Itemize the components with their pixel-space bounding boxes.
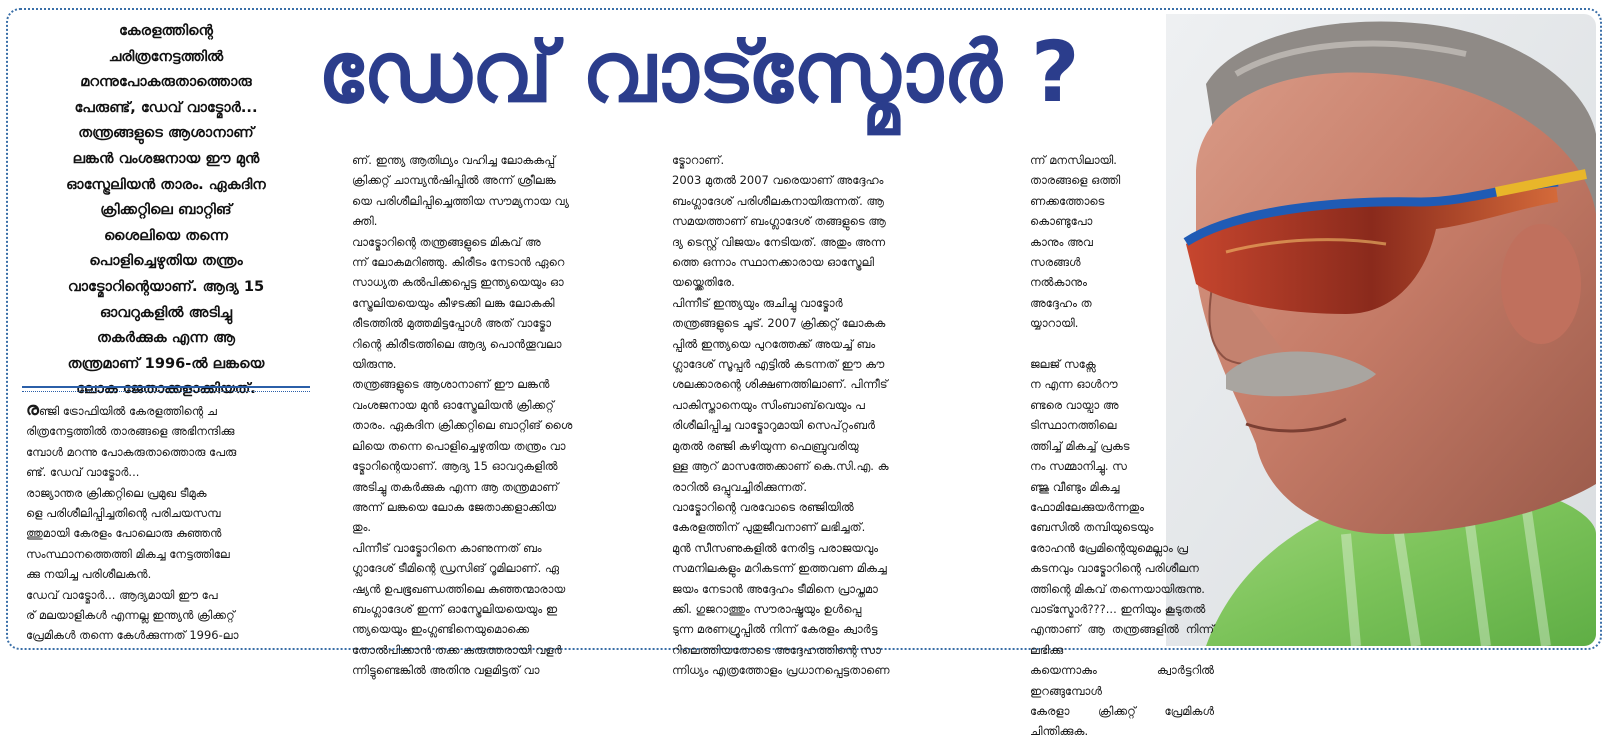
article-column-4: ന്ന് മനസിലായി. താരങ്ങളെ ഒത്തി ണക്കത്തോടെ കൊണ്ടുപോ കാനും അവ സരങ്ങൾ നൽകാനും അദ്ദേഹം ത യ്യാറായി. ജലജ് സക്സേ ന എന്ന ഓൾറൗ ണ്ടരെ വായ്പാ അ ടിസ്ഥാനത്തിലെ ത്തിച്ച് മികച്ച് പ്രകട നം സമ്മാനിച്ചു. സ ഞ്ജു വീണ്ടും മികച്ച ഫോമിലേക്കുയർന്നതും ബേസിൽ തമ്പിയുടെയും രോഹൻ പ്രേമിന്റെയുമെല്ലാം പ്ര കടനവും വാട്മോറിന്റെ പരിശീലന ത്തിന്റെ മികവ് തന്നെയായിരുന്നു. വാട്സ്മോർ???... ഇനിയും കൂടുതൽ എന്താണ് ആ തന്ത്രങ്ങളിൽ നിന്ന് ലഭിക്കു കയെന്നാകും ക്വാർട്ടറിൽ ഇറങ്ങുമ്പോൾ കേരളാ ക്രിക്കറ്റ് പ്രേമികൾ ചിന്തിക്കുക. <box>1030 153 1214 739</box>
drop-cap: ര <box>26 399 39 420</box>
article-column-2: ണ്. ഇന്ത്യ ആതിഥ്യം വഹിച്ച ലോകകപ്പ് ക്രിക്കറ്റ് ചാമ്പ്യൻഷിപ്പിൽ അന്ന് ശ്രീലങ്ക യെ പരിശീലിപ്പിച്ചെത്തിയ സൗമ്യനായ വ്യ ക്തി. വാട്മോറിന്റെ തന്ത്രങ്ങളുടെ മികവ് അ ന്ന് ലോകമറിഞ്ഞു. കിരീടം നേടാൻ ഏറെ സാധ്യത കൽപിക്കപ്പെട്ട ഇന്ത്യയെയും ഓ സ്ട്രേലിയയെയും കീഴടക്കി ലങ്ക ലോകകി രീടത്തിൽ മുത്തമിട്ടപ്പോൾ അത് വാട്മോ റിന്റെ കിരീടത്തിലെ ആദ്യ പൊൻതൂവലാ യിരുന്നു. തന്ത്രങ്ങളുടെ ആശാനാണ് ഈ ലങ്കൻ വംശജനായ മുൻ ഓസ്ട്രേലിയൻ ക്രിക്കറ്റ് താരം. ഏകദിന ക്രിക്കറ്റിലെ ബാറ്റിങ് ശൈ ലിയെ തന്നെ പൊളിച്ചെഴുതിയ തന്ത്രം വാ ട്മോറിന്റെയാണ്. ആദ്യ 15 ഓവറുകളിൽ അടിച്ചു തകർക്കുക എന്ന ആ തന്ത്രമാണ് അന്ന് ലങ്കയെ ലോക ജേതാക്കളാക്കിയ തും. പിന്നീട് വാട്മോറിനെ കാണുന്നത് ബം ഗ്ലാദേശ് ടീമിന്റെ ഡ്രസിങ് റൂമിലാണ്. ഏ ഷ്യൻ ഉപഭൂഖണ്ഡത്തിലെ കുഞ്ഞന്മാരായ ബംഗ്ലാദേശ് ഇന്ന് ഓസ്ട്രേലിയയെയും ഇ ന്ത്യയെയും ഇംഗ്ലണ്ടിനെയുമൊക്കെ തോൽപിക്കാൻ തക്ക കരുത്തരായി വളർ ന്നിട്ടുണ്ടെങ്കിൽ അതിനു വളമിട്ടത് വാ <box>352 153 573 678</box>
portrait-illustration <box>1166 14 1596 646</box>
article-column-1-text: ഞ്ജി ട്രോഫിയിൽ കേരളത്തിന്റെ ച രിത്രനേട്ടത്തിൽ താരങ്ങളെ അഭിനന്ദിക്കു മ്പോൾ മറന്നു പോകരുതാത്തൊരു പേരു ണ്ട്. ഡേവ് വാട്മോർ... രാജ്യാന്തര ക്രിക്കറ്റിലെ പ്രമുഖ ടീമുക ളെ പരിശീലിപ്പിച്ചതിന്റെ പരിചയസമ്പ ത്തുമായി കേരളം പോലൊരു കുഞ്ഞൻ സംസ്ഥാനത്തെത്തി മികച്ച നേട്ടത്തിലേ ക്കു നയിച്ച പരിശീലകൻ. ഡേവ് വാട്മോർ... ആദ്യമായി ഈ പേ ര് മലയാളികൾ എന്നല്ല ഇന്ത്യൻ ക്രിക്കറ്റ് പ്രേമികൾ തന്നെ കേൾക്കുന്നത് 1996-ലാ <box>26 404 239 643</box>
headline-part-1: ഡേവ് വാട് <box>318 23 943 121</box>
article-column-3: ട്മോറാണ്. 2003 മുതൽ 2007 വരെയാണ് അദ്ദേഹം ബംഗ്ലാദേശ് പരിശീലകനായിരുന്നത്. ആ സമയത്താണ് ബംഗ്ലാദേശ് തങ്ങളുടെ ആ ദ്യ ടെസ്റ്റ് വിജയം നേടിയത്. അതും അന്ന ത്തെ ഒന്നാം സ്ഥാനക്കാരായ ഓസ്ട്രേലി യയ്ക്കെതിരേ. പിന്നീട് ഇന്ത്യയും രുചിച്ചു വാട്മോർ തന്ത്രങ്ങളുടെ ചൂട്. 2007 ക്രിക്കറ്റ് ലോകക പ്പിൽ ഇന്ത്യയെ പുറത്തേക്ക് അയച്ച് ബം ഗ്ലാദേശ് സൂപ്പർ എട്ടിൽ കടന്നത് ഈ കൗ ശലക്കാരന്റെ ശിക്ഷണത്തിലാണ്. പിന്നീട് പാകിസ്താനെയും സിംബാബ്‌വെയും പ രിശീലിപ്പിച്ച വാട്മോറുമായി സെപ്റ്റംബർ മുതൽ രഞ്ജി കഴിയുന്ന ഫെബ്രുവരിയു ള്ള ആറ് മാസത്തേക്കാണ് കെ.സി.എ. ക രാറിൽ ഒപ്പുവച്ചിരിക്കുന്നത്. വാട്മോറിന്റെ വരവോടെ രഞ്ജിയിൽ കേരളത്തിന് പുതുജീവനാണ് ലഭിച്ചത്. മുൻ സീസണുകളിൽ നേരിട്ട പരാജയവും സമനിലകളും മറികടന്ന് ഇത്തവണ മികച്ച ജയം നേടാൻ അദ്ദേഹം ടീമിനെ പ്രാപ്തമാ ക്കി. ഗുജറാത്തും സൗരാഷ്ട്രയും ഉൾപ്പെ ടുന്ന മരണഗ്രൂപ്പിൽ നിന്ന് കേരളം ക്വാർട്ട റിലെത്തിയതോടെ അദ്ദേഹത്തിന്റെ സാ ന്നിധ്യം എത്രത്തോളം പ്രധാനപ്പെട്ടതാണെ <box>672 153 890 678</box>
headline <box>318 18 1198 126</box>
article-column-1 <box>26 400 312 646</box>
intro-blurb: കേരളത്തിന്റെ ചരിത്രനേട്ടത്തിൽ മറന്നുപോകരുതാത്തൊരു പേരുണ്ട്, ഡേവ് വാട്മോർ... തന്ത്രങ്ങളുടെ ആശാനാണ് ലങ്കൻ വംശജനായ ഈ മുൻ ഓസ്ട്രേലിയൻ താരം. ഏകദിന ക്രിക്കറ്റിലെ ബാറ്റിങ് ശൈലിയെ തന്നെ പൊളിച്ചെഴുതിയ തന്ത്രം വാട്മോറിന്റെയാണ്. ആദ്യ 15 ഓവറുകളിൽ അടിച്ചു തകർക്കുക എന്ന ആ തന്ത്രമാണ് 1996-ൽ ലങ്കയെ ലോക ജേതാക്കളാക്കിയത്. <box>66 22 266 398</box>
portrait-photo <box>1166 14 1596 646</box>
intro-divider <box>22 386 310 392</box>
headline-part-3: മോർ ? <box>942 23 1080 121</box>
